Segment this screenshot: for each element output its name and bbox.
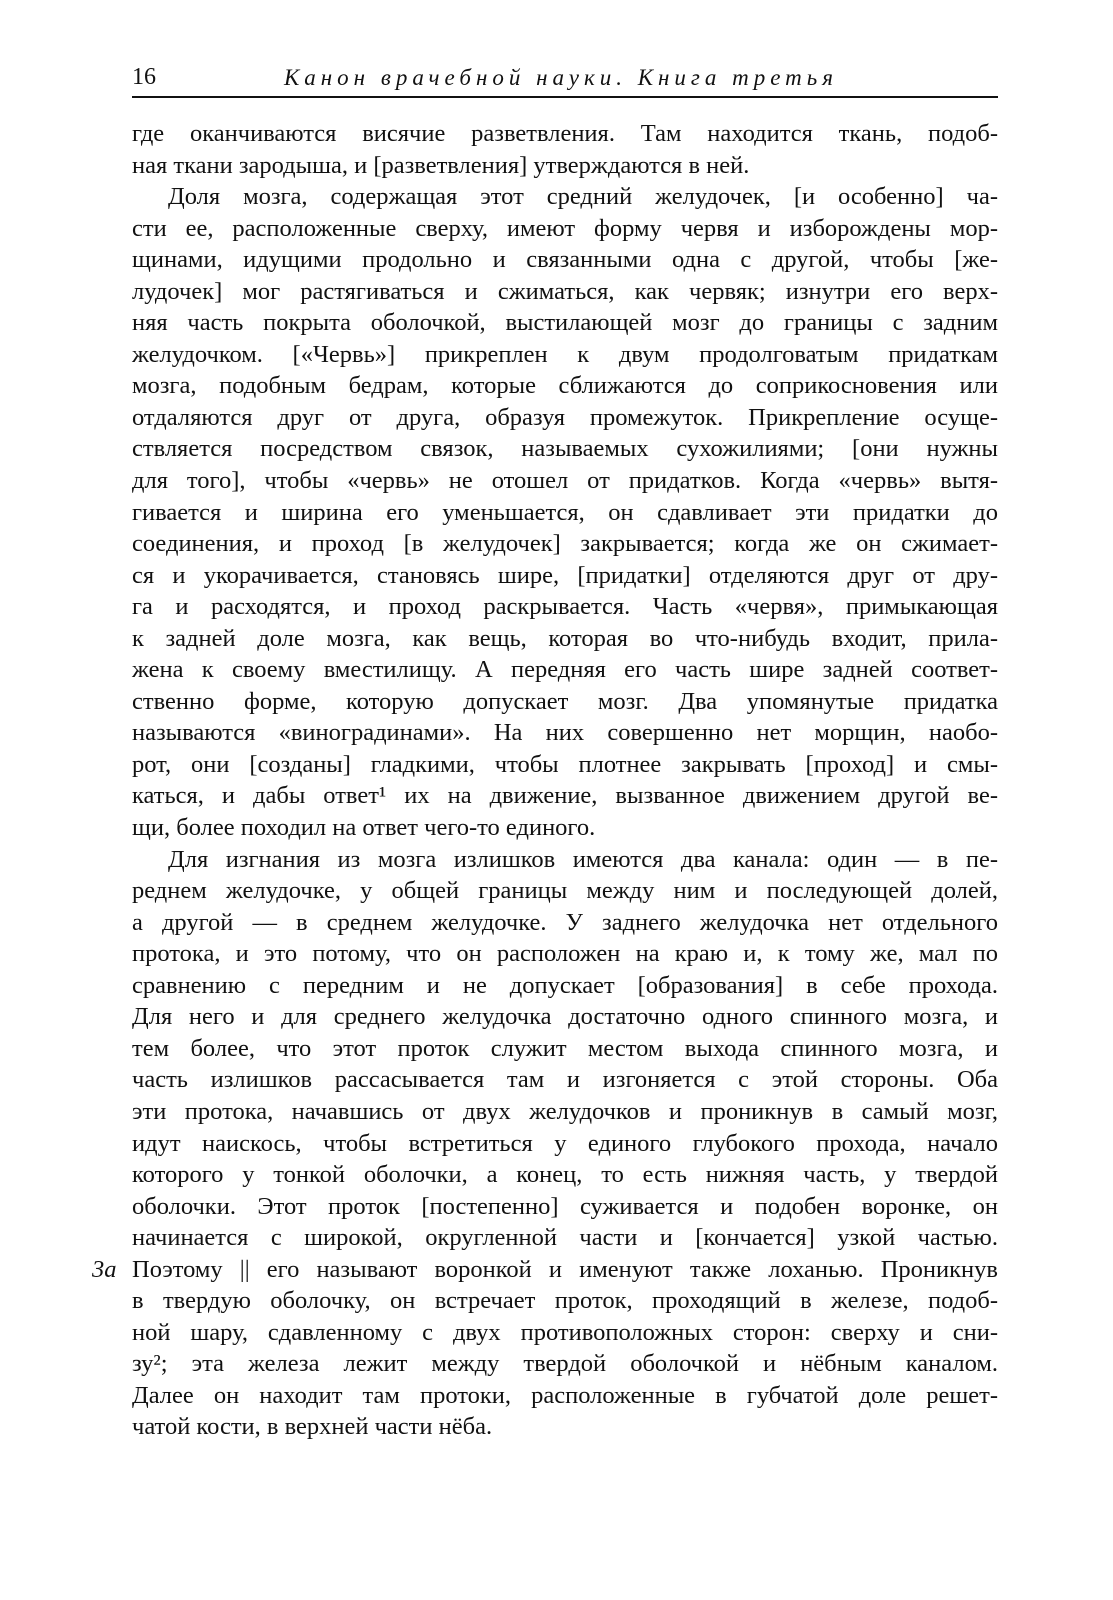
text-line: где оканчиваются висячие разветвления. Там находится ткань, подоб- [132,120,998,147]
text-line: Для него и для среднего желудочка достаточно одного спинного мозга, и [132,1003,998,1031]
text-line: для того], чтобы «червь» не отошел от придатков. Когда «червь» вытя- [132,467,998,495]
text-line: желудочком. [«Червь»] прикреплен к двум продолговатым придаткам [132,340,998,368]
text-line: Доля мозга, содержащая этот средний желудочек, [и особенно] ча- [168,183,998,211]
text-line: ствляется посредством связок, называемых сухожилиями; [они нужны [132,435,998,463]
body-text [132,118,998,1443]
text-line: часть излишков рассасывается там и изгоняется с этой стороны. Оба [132,1066,998,1094]
text-line: тем более, что этот проток служит местом выхода спинного мозга, и [132,1034,998,1062]
text-line: в твердую оболочку, он встречает проток, проходящий в железе, подоб- [132,1287,998,1315]
text-line: Поэтому || его называют воронкой и именуют также лоханью. Проникнув [132,1255,998,1283]
text-line: протока, и это потому, что он расположен на краю и, к тому же, мал по [132,940,998,968]
text-line: ная ткани зародыша, и [разветвления] утверждаются в ней. [132,151,750,179]
text-line: идут наискось, чтобы встретиться у единого глубокого прохода, начало [132,1129,998,1157]
page-header [132,62,998,98]
text-line: жена к своему вместилищу. А передняя его часть шире задней соответ- [132,656,998,684]
text-line: ственно форме, которую допускает мозг. Два упомянутые придатка [132,687,998,715]
text-line: эти протока, начавшись от двух желудочков и проникнув в самый мозг, [132,1097,998,1125]
page-number: 16 [132,64,156,90]
text-line: сравнению с передним и не допускает [образования] в себе прохода. [132,971,998,999]
text-line: называются «виноградинами». На них совершенно нет морщин, наобо- [132,719,998,747]
text-line: Далее он находит там протоки, расположенные в губчатой доле решет- [132,1381,998,1409]
text-line: каться, и дабы ответ¹ их на движение, вызванное движением другой ве- [132,782,998,810]
text-line: а другой — в среднем желудочке. У заднего желудочка нет отдельного [132,908,998,936]
text-line: мозга, подобным бедрам, которые сближаются до соприкосновения или [132,372,998,400]
text-line: сти ее, расположенные сверху, имеют форму червя и изборождены мор- [132,214,998,242]
text-line: чатой кости, в верхней части нёба. [132,1413,493,1441]
text-line: рот, они [созданы] гладкими, чтобы плотнее закрывать [проход] и смы- [132,750,998,778]
text-line: зу²; эта железа лежит между твердой оболочкой и нёбным каналом. [132,1350,998,1378]
text-line: гивается и ширина его уменьшается, он сдавливает эти придатки до [132,498,998,526]
text-line: ной шару, сдавленному с двух противоположных сторон: сверху и сни- [132,1318,998,1346]
text-line: щи, более походил на ответ чего-то единого. [132,814,596,842]
running-title: Канон врачебной науки. Книга третья [284,65,838,90]
text-line: ся и укорачивается, становясь шире, [придатки] отделяются друг от дру- [132,561,998,589]
text-line: Для изгнания из мозга излишков имеются два канала: один — в пе- [168,845,998,873]
text-line: соединения, и проход [в желудочек] закрывается; когда же он сжимает- [132,530,998,558]
text-line: которого у тонкой оболочки, а конец, то есть нижняя часть, у твердой [132,1161,998,1189]
text-line: няя часть покрыта оболочкой, выстилающей мозг до границы с задним [132,309,998,337]
text-line: реднем желудочке, у общей границы между ним и последующей долей, [132,877,998,905]
text-line: оболочки. Этот проток [постепенно] суживается и подобен воронке, он [132,1192,998,1220]
text-line: начинается с широкой, округленной части и [кончается] узкой частью. [132,1224,998,1252]
text-line: лудочек] мог растягиваться и сжиматься, как червяк; изнутри его верх- [132,277,998,305]
text-line: га и расходятся, и проход раскрывается. Часть «червя», примыкающая [132,593,998,621]
text-line: щинами, идущими продольно и связанными одна с другой, чтобы [же- [132,246,998,274]
text-line: к задней доле мозга, как вещь, которая во что-нибудь входит, прила- [132,624,998,652]
margin-folio-note: 3а [92,1255,117,1283]
text-line: отдаляются друг от друга, образуя промежуток. Прикрепление осуще- [132,403,998,431]
